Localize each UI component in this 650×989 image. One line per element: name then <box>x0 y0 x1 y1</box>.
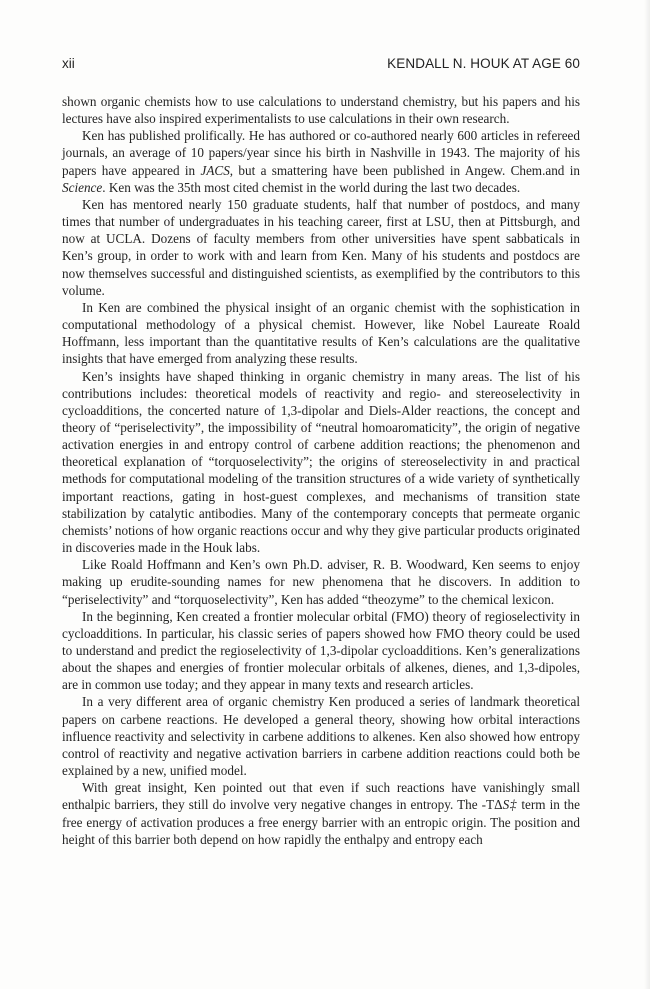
paragraph-6: Like Roald Hoffmann and Ken’s own Ph.D. adviser, R. B. Woodward, Ken seems to enjoy making up erudite-sounding names for new phenomena that he discovers. In addition to “periselectivity” and “torquoselectivity”, Ken has added “theozyme” to the chemical lexicon. <box>62 557 580 607</box>
paragraph-7: In the beginning, Ken created a frontier molecular orbital (FMO) theory of regioselectivity in cycloadditions. In particular, his classic series of papers showed how FMO theory could be used to understand and predict the regioselectivity of 1,3-dipolar cycloadditions. Ken’s generalizations about the shapes and energies of frontier molecular orbitals of alkenes, dienes, and 1,3-dipoles, are in common use today; and they appear in many texts and research articles. <box>62 608 580 693</box>
page-edge-shadow <box>644 0 650 989</box>
paragraph-2: Ken has published prolifically. He has authored or co-authored nearly 600 articles in refereed journals, an average of 10 papers/year since his birth in Nashville in 1943. The majority of his papers have appeared in JACS, but a smattering have been published in Angew. Chem.and in Science. Ken was the 35th most cited chemist in the world during the last two decades. <box>62 128 580 195</box>
running-head-title: KENDALL N. HOUK AT AGE 60 <box>387 56 580 71</box>
paragraph-5: Ken’s insights have shaped thinking in organic chemistry in many areas. The list of his contributions includes: theoretical models of reactivity and regio- and stereoselectivity in cycloadditions, the concerted nature of 1,3-dipolar and Diels-Alder reactions, the concept and theory of “periselectivity”, the impossibility of “neutral homoaromaticity”, the origin of negative activation energies in and entropy control of carbene addition reactions; the phenomenon and theoretical explanation of “torquoselectivity”; the origins of stereoselectivity in and practical methods for computational modeling of the transition structures of a wide variety of synthetically important reactions, gating in host-guest complexes, and mechanisms of transition state stabilization by catalytic antibodies. Many of the contemporary concepts that permeate organic chemists’ notions of how organic reactions occur and why they give particular products originated in discoveries made in the Houk labs. <box>62 368 580 556</box>
paragraph-8: In a very different area of organic chemistry Ken produced a series of landmark theoretical papers on carbene reactions. He developed a general theory, showing how orbital interactions influence reactivity and selectivity in carbene additions to alkenes. Ken also showed how entropy control of reactivity and negative activation barriers in carbene addition reactions could both be explained by a new, unified model. <box>62 694 580 779</box>
body-text <box>62 93 580 848</box>
paragraph-3: Ken has mentored nearly 150 graduate students, half that number of postdocs, and many times that number of undergraduates in his teaching career, first at LSU, then at Pittsburgh, and now at UCLA. Dozens of faculty members from other universities have spent sabbaticals in Ken’s group, in order to work with and learn from Ken. Many of his students and postdocs are now themselves successful and distinguished scientists, as exemplified by the contributors to this volume. <box>62 196 580 298</box>
page-number: xii <box>62 56 75 71</box>
paragraph-9: With great insight, Ken pointed out that even if such reactions have vanishingly small enthalpic barriers, they still do involve very negative changes in entropy. The -TΔS‡ term in the free energy of activation produces a free energy barrier with an entropic origin. The position and height of this barrier both depend on how rapidly the enthalpy and entropy each <box>62 780 581 847</box>
paragraph-4: In Ken are combined the physical insight of an organic chemist with the sophistication in computational methodology of a physical chemist. However, like Nobel Laureate Roald Hoffmann, less important than the quantitative results of Ken’s calculations are the qualitative insights that have emerged from analyzing these results. <box>62 299 580 367</box>
running-head <box>62 56 580 74</box>
paragraph-1: shown organic chemists how to use calculations to understand chemistry, but his papers and his lectures have also inspired experimentalists to use calculations in their own research. <box>62 94 580 127</box>
